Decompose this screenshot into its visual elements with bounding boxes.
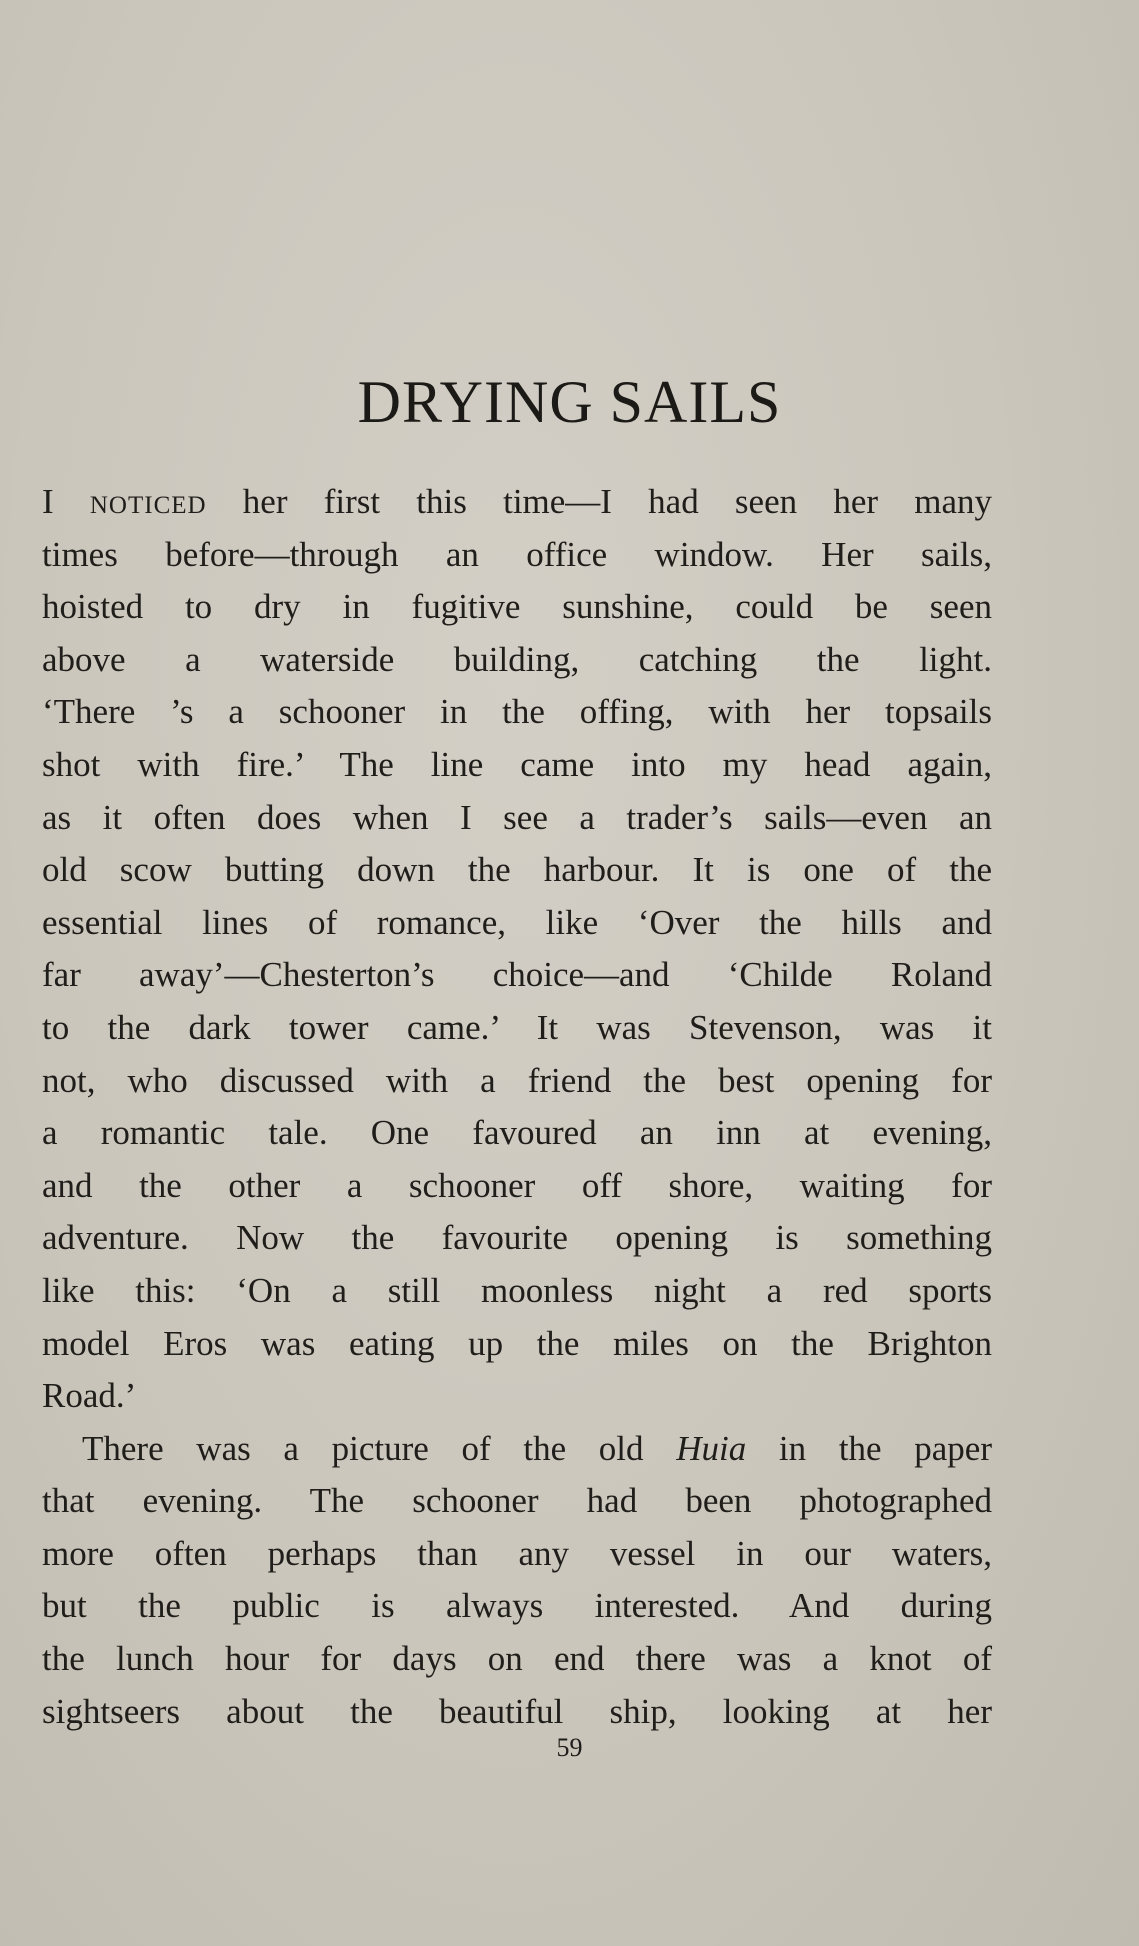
chapter-body: [42, 476, 992, 1738]
text-fragment: in the paper: [746, 1428, 992, 1468]
text-fragment: I: [42, 482, 90, 521]
text-line: essential lines of romance, like ‘Over the hills and: [42, 902, 992, 942]
page-number: 59: [556, 1733, 583, 1762]
text-line: a romantic tale. One favoured an inn at evening,: [42, 1113, 992, 1153]
text-line: to the dark tower came.’ It was Stevenson, was it: [42, 1007, 992, 1047]
text-line: and the other a schooner off shore, waiting for: [42, 1165, 992, 1205]
text-line: the lunch hour for days on end there was a knot of: [42, 1639, 992, 1679]
text-line: times before—through an office window. Her sails,: [42, 534, 992, 574]
text-line: ‘There ’s a schooner in the offing, with her topsails: [42, 692, 992, 732]
text-line: [42, 476, 992, 529]
text-fragment: her first this time—I had seen her many: [206, 482, 992, 521]
text-line: old scow butting down the harbour. It is one of the: [42, 850, 992, 890]
text-line: [42, 1423, 992, 1476]
small-caps-fragment: noticed: [89, 482, 207, 521]
text-line: shot with fire.’ The line came into my head again,: [42, 744, 992, 784]
text-line: adventure. Now the favourite opening is something: [42, 1218, 992, 1258]
text-line: Road.’: [42, 1376, 137, 1416]
text-line: more often perhaps than any vessel in our waters,: [42, 1533, 992, 1573]
text-line: far away’—Chesterton’s choice—and ‘Childe Roland: [42, 955, 992, 995]
text-line: as it often does when I see a trader’s sails—even an: [42, 797, 992, 837]
text-line: above a waterside building, catching the light.: [42, 639, 992, 679]
text-line: that evening. The schooner had been photographed: [42, 1481, 992, 1521]
chapter-title: DRYING SAILS: [357, 369, 782, 435]
text-line: but the public is always interested. And during: [42, 1586, 992, 1626]
text-line: not, who discussed with a friend the best opening for: [42, 1060, 992, 1100]
text-line: hoisted to dry in fugitive sunshine, could be seen: [42, 587, 992, 627]
text-line: sightseers about the beautiful ship, looking at her: [42, 1691, 992, 1731]
ship-name: Huia: [676, 1428, 747, 1468]
text-fragment: There was a picture of the old: [82, 1428, 677, 1468]
text-line: like this: ‘On a still moonless night a red sports: [42, 1270, 992, 1310]
text-line: model Eros was eating up the miles on the Brighton: [42, 1323, 992, 1363]
